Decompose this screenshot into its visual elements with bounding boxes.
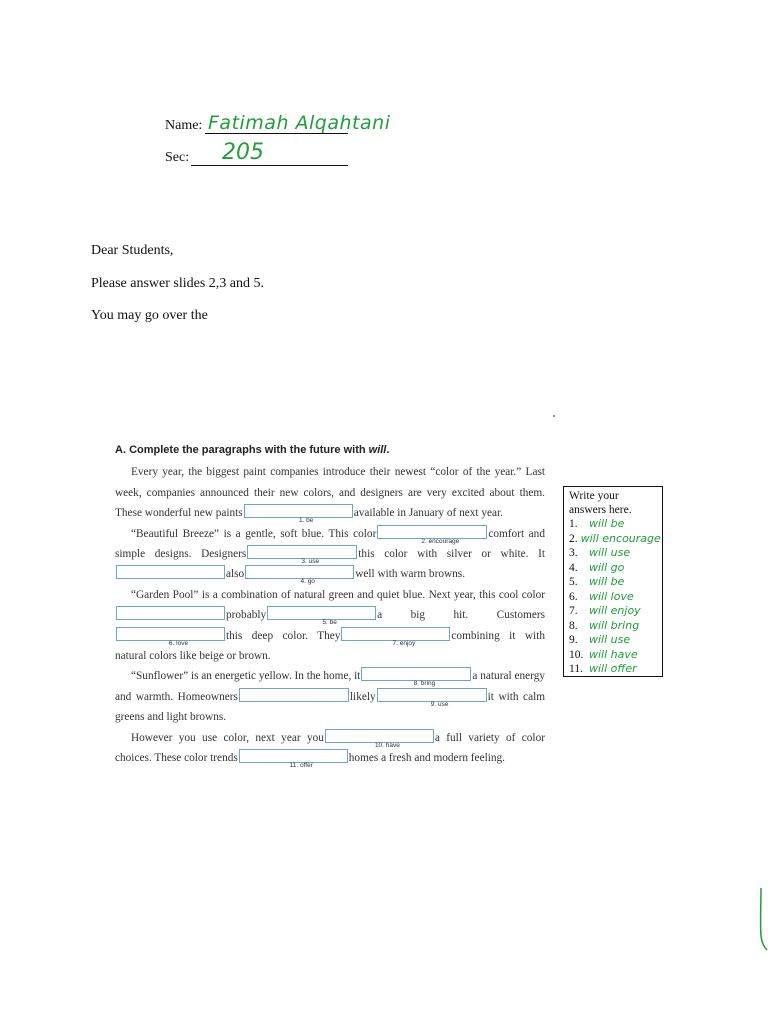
answer-number: 9. xyxy=(569,634,578,646)
answer-row xyxy=(569,546,657,561)
blank-5-a[interactable] xyxy=(116,606,225,620)
sec-label: Sec: xyxy=(165,150,190,165)
answer-number: 5. xyxy=(569,576,578,588)
answer-field[interactable]: will enjoy xyxy=(589,604,641,617)
blank-1[interactable]: 1. be xyxy=(244,504,353,518)
instruction-line-1: Please answer slides 2,3 and 5. xyxy=(91,276,265,291)
answer-row xyxy=(569,604,657,619)
greeting: Dear Students, xyxy=(91,243,174,258)
answer-row xyxy=(569,531,661,547)
exercise-block xyxy=(115,440,545,769)
blank-7[interactable]: 7. enjoy xyxy=(341,627,450,641)
blank-2[interactable]: 2. encourage xyxy=(377,525,487,539)
ink-stroke-icon xyxy=(752,884,768,954)
exercise-title: A. Complete the paragraphs with the future with will. xyxy=(115,444,390,456)
answer-field[interactable]: will encourage xyxy=(580,531,661,545)
answer-field[interactable]: will have xyxy=(589,647,638,661)
answer-row xyxy=(569,517,657,532)
blank-4[interactable]: 4. go xyxy=(245,565,354,579)
answer-field[interactable]: will bring xyxy=(589,618,640,632)
answer-box xyxy=(563,486,663,677)
answer-row xyxy=(569,633,657,648)
blank-4-a[interactable] xyxy=(116,565,225,579)
blank-9-a[interactable] xyxy=(239,688,349,702)
answer-field[interactable]: will use xyxy=(589,633,631,646)
sec-underline xyxy=(191,165,348,166)
answer-number: 2. xyxy=(569,532,578,545)
instruction-line-2: You may go over the xyxy=(91,308,208,323)
answer-row xyxy=(569,648,657,663)
answer-number: 10. xyxy=(569,648,584,661)
blank-8[interactable]: 8. bring xyxy=(361,667,471,681)
name-field[interactable]: Fatimah Alqahtani xyxy=(208,112,391,134)
blank-11[interactable]: 11. offer xyxy=(239,749,348,763)
answer-number: 1. xyxy=(569,518,578,530)
answer-field[interactable]: will go xyxy=(589,560,625,574)
blank-9[interactable]: 9. use xyxy=(377,688,487,702)
answer-field[interactable]: will use xyxy=(589,546,631,559)
paragraph-1: Every year, the biggest paint companies introduce their newest “color of the year.” Last week, companies announced their new colors, and designers are very excited about them. These wonderful new paints 1. be available in January of next year. xyxy=(115,466,545,525)
answer-row xyxy=(569,561,657,576)
paragraph-4: “Sunflower” is an energetic yellow. In the home, it 8. bring a natural energy and warmth. Homeowners likely 9. use it with calm greens and light browns. xyxy=(115,666,545,727)
answer-row xyxy=(569,619,657,634)
answer-number: 8. xyxy=(569,619,578,632)
paragraph-2: “Beautiful Breeze” is a gentle, soft blue. This color 2. encourage comfort and simple designs. Designers 3. use this color with silver or white. Italso 4. go well with warm browns. xyxy=(115,524,545,585)
answer-number: 3. xyxy=(569,547,578,559)
paragraph-3: “Garden Pool” is a combination of natural green and quiet blue. Next year, this cool colorprobably 5. be a big hit. Customers 6. love this deep color. They 7. enjoy combining it with natural colors like beige or brown. xyxy=(115,588,545,663)
answer-field[interactable]: will love xyxy=(589,589,634,603)
answer-number: 6. xyxy=(569,590,578,603)
name-label: Name: xyxy=(165,118,203,133)
blank-3[interactable]: 3. use xyxy=(247,545,357,559)
answer-row xyxy=(569,575,657,590)
answer-row xyxy=(569,662,657,677)
answer-box-heading-1: Write your xyxy=(569,490,619,502)
answer-field[interactable]: will be xyxy=(589,517,625,530)
blank-6[interactable]: 6. love xyxy=(116,627,225,641)
sec-field[interactable]: 205 xyxy=(222,140,264,165)
paragraph-5: However you use color, next year you 10. have a full variety of color choices. These color trends 11. offer homes a fresh and modern feeling. xyxy=(115,728,545,769)
answer-box-heading-2: answers here. xyxy=(569,504,632,516)
blank-5[interactable]: 5. be xyxy=(267,606,376,620)
ink-dot xyxy=(553,415,555,417)
answer-list xyxy=(569,517,661,677)
answer-field[interactable]: will offer xyxy=(589,662,637,675)
blank-10[interactable]: 10. have xyxy=(325,729,434,743)
answer-number: 11. xyxy=(569,663,583,675)
answer-number: 4. xyxy=(569,561,578,574)
answer-row xyxy=(569,590,657,605)
answer-field[interactable]: will be xyxy=(589,575,625,588)
answer-number: 7. xyxy=(569,605,578,617)
